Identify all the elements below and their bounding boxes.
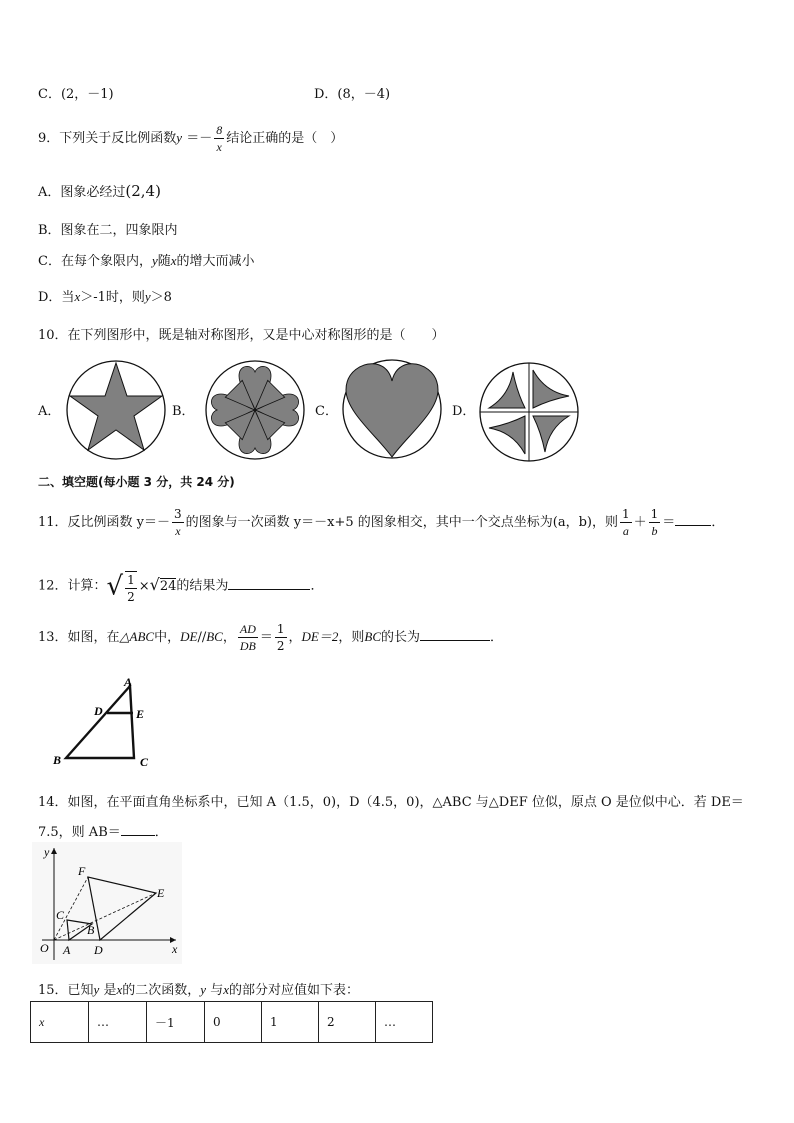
label-a: A (124, 675, 133, 689)
q13-stem: 13．如图，在△ABC中，DE//BC， $\frac{AD}{DB}$ ＝ $\frac{1}{2}$ ，DE＝2，则BC的长为 ． (38, 622, 504, 653)
q8-option-d: D．(8，－4) (314, 87, 391, 102)
q10-figure-quadrants (477, 360, 581, 464)
q10-label-a: A． (38, 404, 61, 419)
table-cell: 1 (262, 1002, 319, 1043)
label-c: C (56, 908, 65, 922)
label-a: A (63, 943, 71, 957)
q9-option-c: C．在每个象限内，y随x的增大而减小 (38, 253, 255, 269)
q14-line1: 14．如图，在平面直角坐标系中，已知 A（1.5，0)，D（4.5，0)，△ABC 与△DEF 位似，原点 O 是位似中心．若 DE＝ (38, 795, 744, 810)
q11-stem: 11．反比例函数 y＝－ $\frac{3}{x}$ 的图象与一次函数 y＝－x+5 的图象相交，其中一个交点坐标为(a，b)，则 $\frac{1}{a}$ ＋ $\frac{1}{b}$ ＝ ． (38, 507, 725, 538)
q10-figure-heart (340, 357, 444, 461)
q9-stem: 9．下列关于反比例函数y ＝－ $\frac{8}{x}$ 结论正确的是（ ） (38, 123, 344, 154)
q10-figure-hearts (203, 358, 307, 462)
q10-label-c: C． (315, 404, 338, 419)
table-row (31, 1002, 433, 1043)
q12-answer-blank (228, 577, 310, 590)
label-o: O (40, 941, 49, 955)
label-f: F (78, 864, 86, 878)
table-cell: x (31, 1002, 89, 1043)
table-cell: 0 (205, 1002, 262, 1043)
label-b: B (53, 753, 62, 767)
q10-label-b: B． (172, 404, 195, 419)
label-b: B (87, 923, 95, 937)
axis-label-y: y (44, 845, 50, 859)
q9-option-b: B．图象在二，四象限内 (38, 223, 178, 238)
q10-stem: 10．在下列图形中，既是轴对称图形，又是中心对称图形的是（ ） (38, 328, 445, 343)
q11-answer-blank (675, 513, 711, 526)
q13-triangle-figure (44, 672, 164, 774)
q14-coordinate-figure (32, 842, 182, 964)
q13-answer-blank (420, 628, 490, 641)
q9-option-a: A．图象必经过(2,4) (38, 182, 161, 200)
q14-answer-blank (121, 823, 155, 836)
label-e: E (157, 886, 165, 900)
table-cell: … (376, 1002, 433, 1043)
table-cell: －1 (147, 1002, 205, 1043)
q10-figure-star (64, 358, 168, 462)
label-d: D (94, 704, 103, 718)
q9-option-d: D．当x＞-1时，则y＞8 (38, 289, 172, 305)
q12-sqrt-expression: √ $\frac{1}{2}$ ×√24 (106, 571, 177, 604)
q15-value-table (30, 1001, 433, 1043)
q12-stem: 12．计算：√ $\frac{1}{2}$ ×√24的结果为 ． (38, 565, 323, 607)
q14-line2: 7.5，则 AB＝ ． (38, 825, 168, 840)
table-cell: 2 (319, 1002, 376, 1043)
label-d: D (94, 943, 103, 957)
section2-title: 二、填空题(每小题 3 分，共 24 分) (38, 475, 235, 489)
q15-stem: 15．已知y 是x的二次函数，y 与x的部分对应值如下表： (38, 982, 360, 998)
label-e: E (136, 707, 145, 721)
label-c: C (140, 755, 149, 769)
table-cell: … (89, 1002, 147, 1043)
q10-label-d: D． (452, 404, 476, 419)
q8-option-c: C．(2，－1) (38, 87, 114, 102)
q9-fraction: $\frac{8}{x}$ (216, 123, 223, 154)
axis-label-x: x (172, 942, 178, 956)
